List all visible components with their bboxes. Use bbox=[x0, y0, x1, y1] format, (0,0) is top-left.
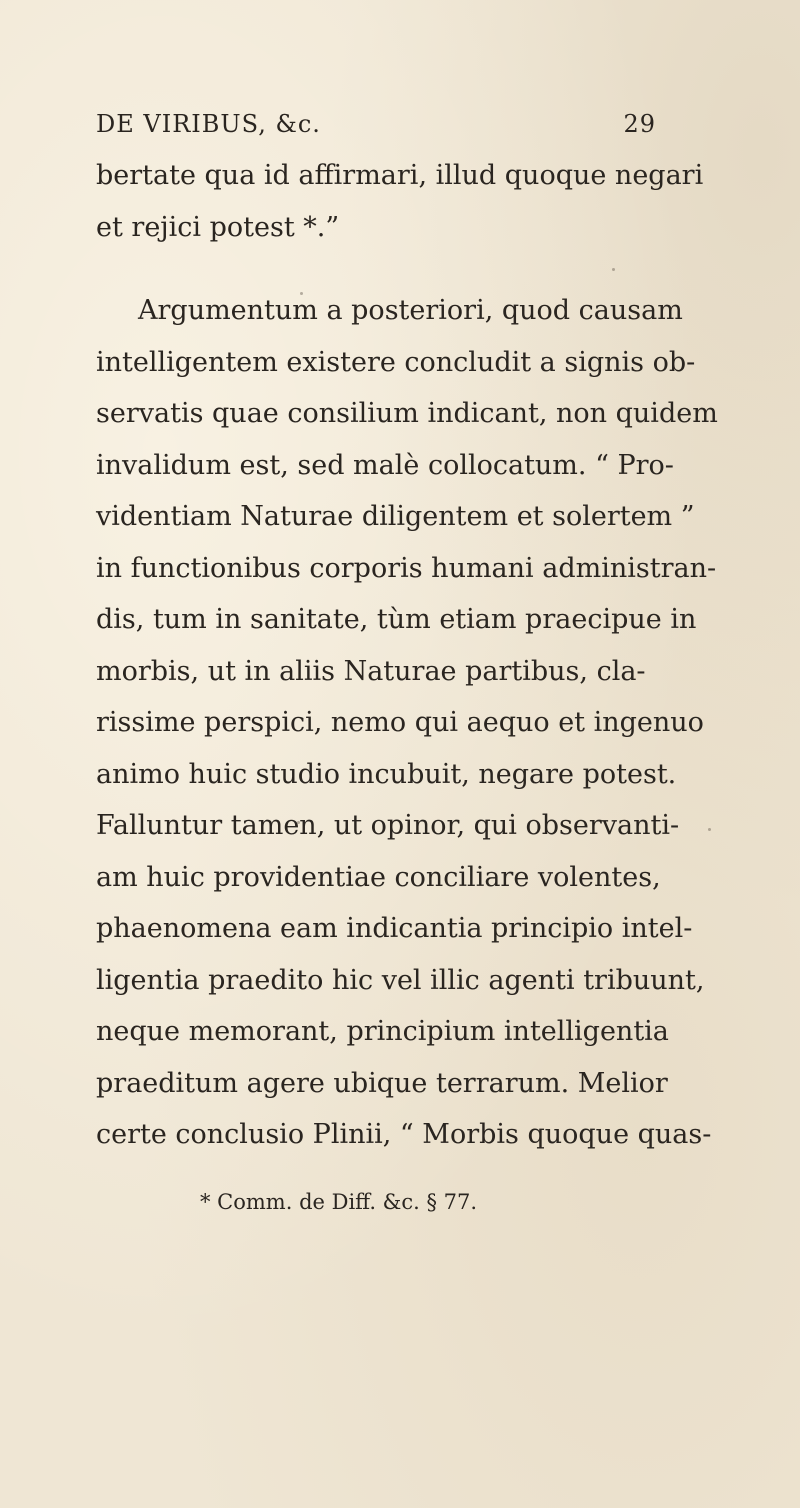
text-line: phaenomena eam indicantia principio intel- bbox=[96, 913, 693, 944]
text-line: morbis, ut in aliis Naturae partibus, cla- bbox=[96, 655, 646, 687]
paper-speck bbox=[297, 821, 300, 824]
running-head bbox=[96, 110, 656, 144]
text-line: rissime perspici, nemo qui aequo et ingenuo bbox=[96, 707, 704, 738]
text-line: invalidum est, sed malè collocatum. “ Pro- bbox=[96, 449, 674, 481]
text-line: videntiam Naturae diligentem et solertem ” bbox=[96, 501, 695, 532]
text-line: bertate qua id affirmari, illud quoque negari bbox=[96, 160, 704, 191]
text-line: et rejici potest *.” bbox=[96, 211, 340, 243]
text-line: Argumentum a posteriori, quod causam bbox=[138, 295, 683, 326]
paragraph-gap bbox=[96, 253, 676, 285]
paper-speck bbox=[708, 828, 711, 831]
footnote: * Comm. de Diff. &c. § 77. bbox=[200, 1190, 478, 1214]
body-text bbox=[96, 150, 718, 1161]
text-line: animo huic studio incubuit, negare potest. bbox=[96, 758, 677, 790]
running-title: DE VIRIBUS, &c. bbox=[96, 110, 321, 138]
paper-speck bbox=[612, 268, 615, 271]
text-line: in functionibus corporis humani administran- bbox=[96, 552, 717, 584]
page-number: 29 bbox=[623, 110, 656, 138]
paper-speck bbox=[300, 292, 303, 295]
text-line: neque memorant, principium intelligentia bbox=[96, 1016, 669, 1047]
text-line: praeditum agere ubique terrarum. Melior bbox=[96, 1067, 668, 1099]
text-line: am huic providentiae conciliare volentes, bbox=[96, 861, 661, 893]
text-line: intelligentem existere concludit a signis ob- bbox=[96, 346, 696, 378]
text-line: ligentia praedito hic vel illic agenti tribuunt, bbox=[96, 964, 705, 996]
text-line: certe conclusio Plinii, “ Morbis quoque quas- bbox=[96, 1119, 712, 1150]
text-line: servatis quae consilium indicant, non quidem bbox=[96, 398, 718, 429]
paragraph-1 bbox=[96, 150, 704, 253]
text-line: Falluntur tamen, ut opinor, qui observanti- bbox=[96, 810, 680, 841]
paragraph-2 bbox=[96, 285, 718, 1161]
text-line: dis, tum in sanitate, tùm etiam praecipue in bbox=[96, 604, 697, 635]
